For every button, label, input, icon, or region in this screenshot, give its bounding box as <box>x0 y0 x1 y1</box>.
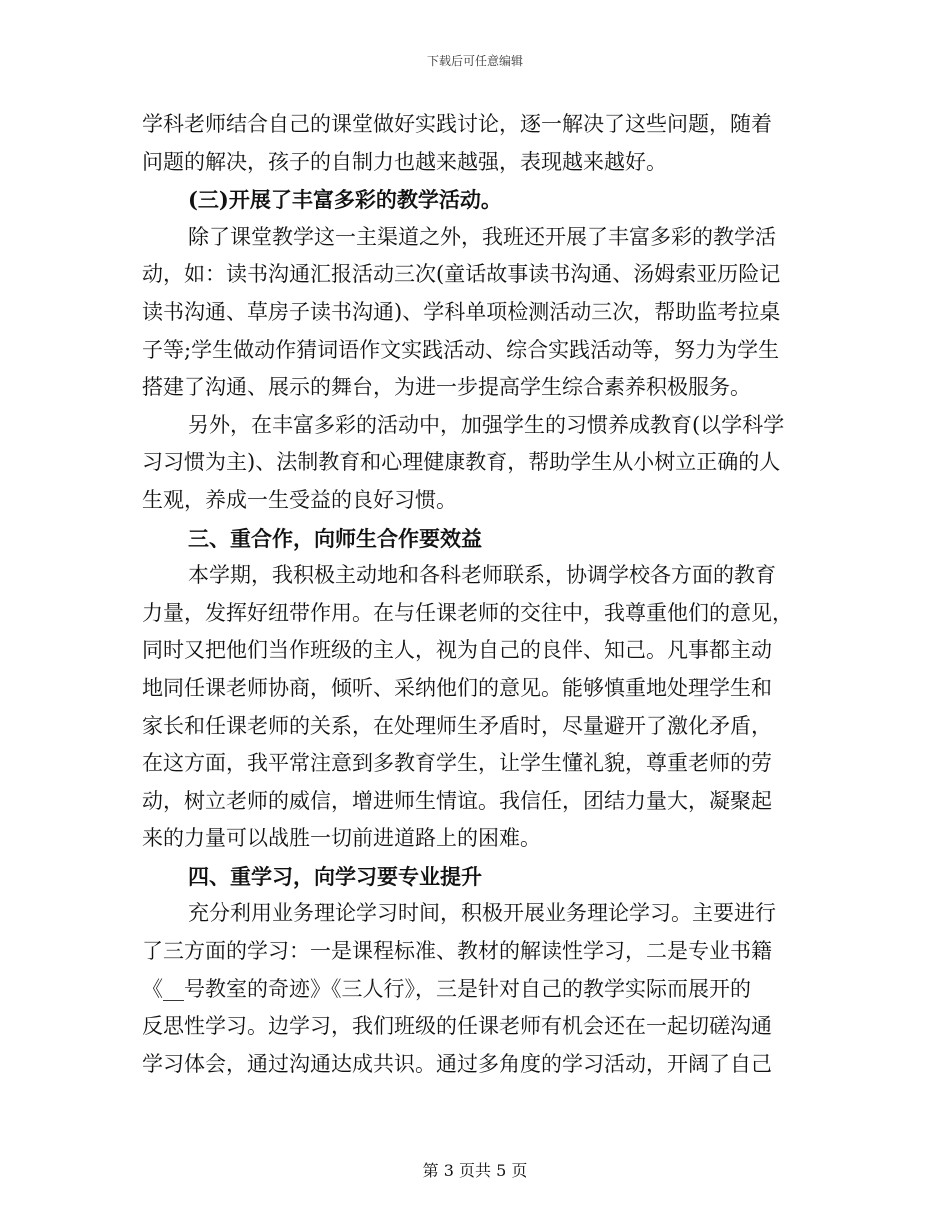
text-line: 学科老师结合自己的课堂做好实践讨论，逐一解决了这些问题，随着 <box>142 112 772 136</box>
text-line: 本学期，我积极主动地和各科老师联系，协调学校各方面的教育 <box>188 563 776 588</box>
text-line: 充分利用业务理论学习时间，积极开展业务理论学习。主要进行 <box>188 901 776 926</box>
text-line: 动，如：读书沟通汇报活动三次(童话故事读书沟通、汤姆索亚历险记 <box>142 262 781 287</box>
text-line: 习习惯为主)、法制教育和心理健康教育，帮助学生从小树立正确的人 <box>142 450 781 475</box>
section-heading: (三)开展了丰富多彩的教学活动。 <box>188 187 502 213</box>
text-line: 力量，发挥好纽带作用。在与任课老师的交往中，我尊重他们的意见， <box>142 600 793 625</box>
text-line: 同时又把他们当作班级的主人，视为自己的良伴、知己。凡事都主动 <box>142 638 772 663</box>
text-line: 家长和任课老师的关系，在处理师生矛盾时，尽量避开了激化矛盾， <box>142 713 772 738</box>
section-heading: 三、重合作，向师生合作要效益 <box>188 525 482 551</box>
text-line: 生观，养成一生受益的良好习惯。 <box>142 487 457 512</box>
text-line: 地同任课老师协商，倾听、采纳他们的意见。能够慎重地处理学生和 <box>142 675 772 700</box>
text-line: 问题的解决，孩子的自制力也越来越强，表现越来越好。 <box>142 149 667 174</box>
document-body <box>142 106 808 1083</box>
text-line: 读书沟通、草房子读书沟通)、学科单项检测活动三次，帮助监考拉桌 <box>142 299 781 324</box>
text-line: 另外，在丰富多彩的活动中，加强学生的习惯养成教育(以学科学 <box>188 412 785 437</box>
text-line: 除了课堂教学这一主渠道之外，我班还开展了丰富多彩的教学活 <box>188 224 776 249</box>
text-line: 《__号教室的奇迹》《三人行》，三是针对自己的教学实际而展开的 <box>142 976 751 1001</box>
text-line: 反思性学习。边学习，我们班级的任课老师有机会还在一起切磋沟通 <box>142 1014 772 1039</box>
text-line: 动，树立老师的威信，增进师生情谊。我信任，团结力量大，凝聚起 <box>142 788 772 813</box>
text-line: 了三方面的学习：一是课程标准、教材的解读性学习，二是专业书籍 <box>142 939 772 964</box>
text-line: 学习体会，通过沟通达成共识。通过多角度的学习活动，开阔了自己 <box>142 1051 772 1076</box>
section-heading: 四、重学习，向学习要专业提升 <box>188 863 482 889</box>
text-line: 搭建了沟通、展示的舞台，为进一步提高学生综合素养积极服务。 <box>142 375 751 400</box>
text-line: 子等;学生做动作猜词语作文实践活动、综合实践活动等，努力为学生 <box>142 337 780 362</box>
page-header: 下载后可任意编辑 <box>426 54 523 68</box>
text-line: 在这方面，我平常注意到多教育学生，让学生懂礼貌，尊重老师的劳 <box>142 751 772 776</box>
text-line: 来的力量可以战胜一切前进道路上的困难。 <box>142 826 541 851</box>
page-footer: 第 3 页共 5 页 <box>422 1161 528 1180</box>
